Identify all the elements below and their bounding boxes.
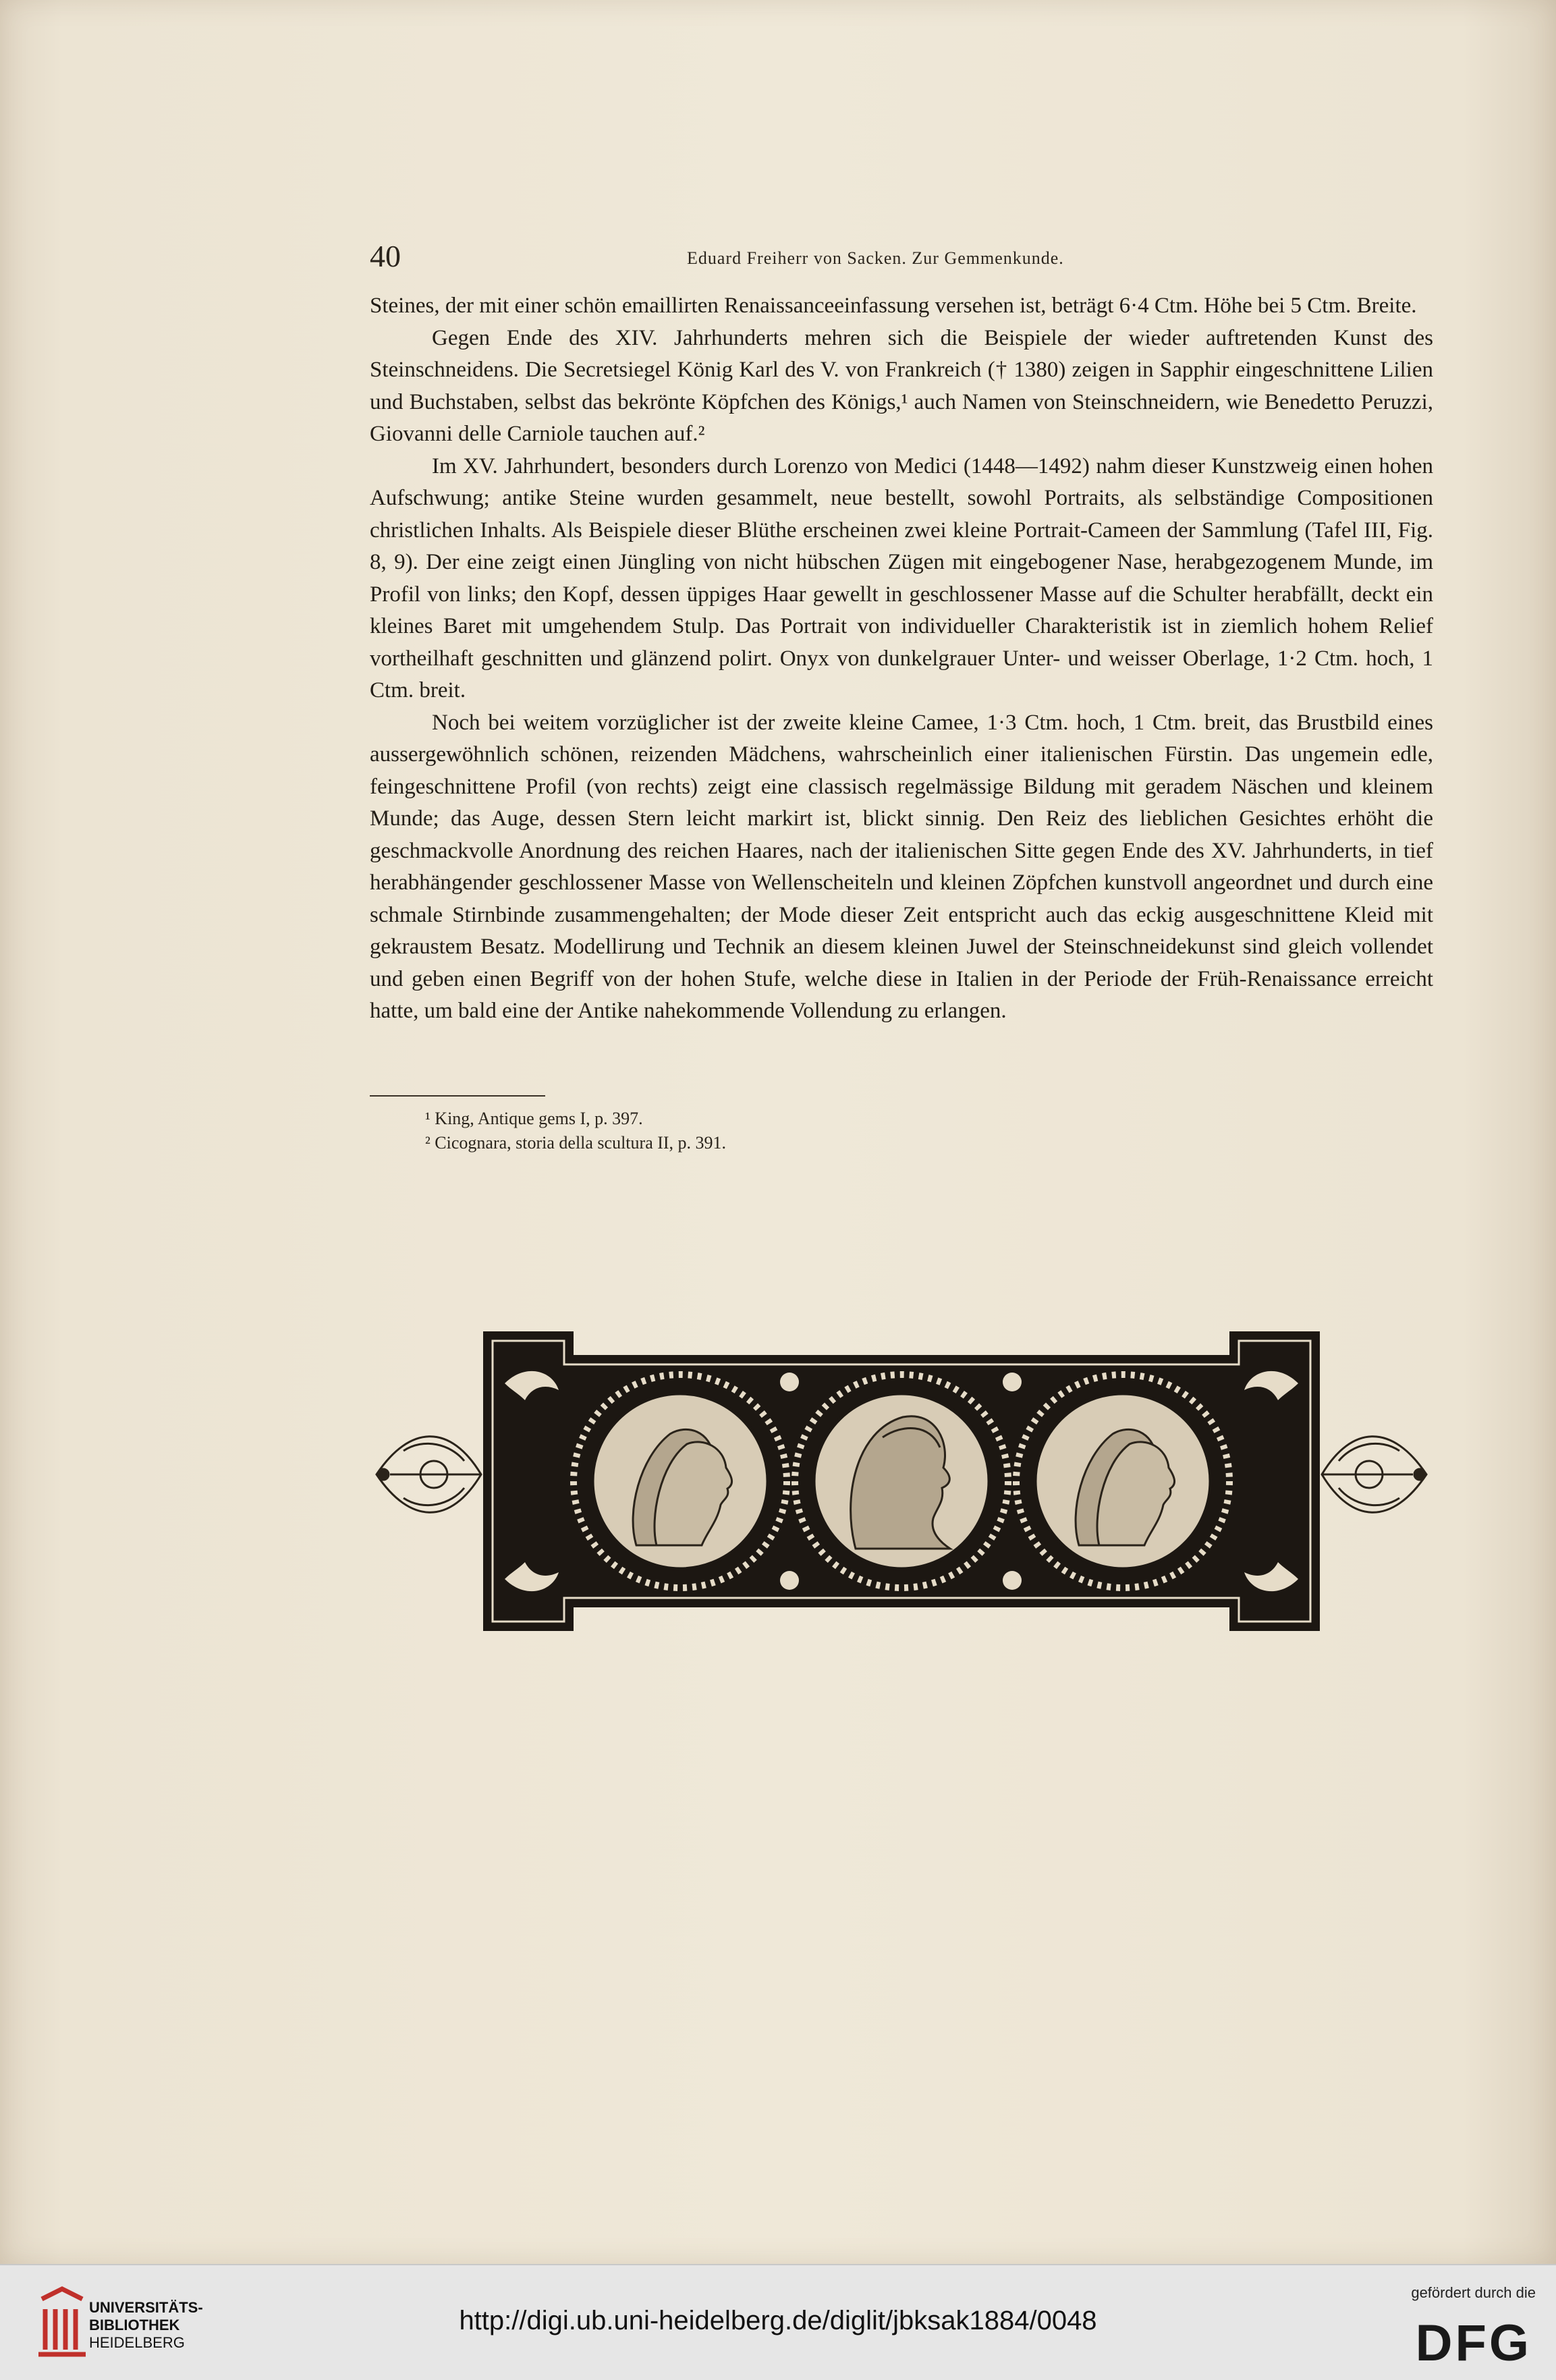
dfg-logo: DFG [1415,2315,1532,2372]
footnote: ¹ King, Antique gems I, p. 397. [425,1109,643,1128]
cameo-ornament-illustration [370,1323,1433,1646]
right-scroll-ornament [1322,1437,1426,1513]
paragraph: Im XV. Jahrhundert, besonders durch Lorenzo von Medici (1448—1492) nahm dieser Kunstzweig einen hohen Aufschwung; antike Steine wurden gesammelt, neue bestellt, sowohl Portraits, als selbständige Compositionen christlichen Inhalts. Als Beispiele dieser Blüthe erscheinen zwei kleine Portrait-Cameen der Sammlung (Tafel III, Fig. 8, 9). Der eine zeigt einen Jüngling von nicht hübschen Zügen mit eingebogener Nase, herabgezogenem Munde, im Profil von links; den Kopf, dessen üppiges Haar gewellt in geschlossener Masse auf die Schulter herabfällt, deckt ein kleines Baret mit umgehendem Stulp. Das Portrait von individueller Charakteristik ist in ziemlich hohem Relief vortheilhaft geschnitten und glänzend polirt. Onyx von dunkelgrauer Unter- und weisser Oberlage, 1·2 Ctm. hoch, 1 Ctm. breit. [370,453,1433,702]
body-text [370,290,1433,1028]
left-scroll-ornament [377,1437,481,1513]
medallion-left [592,1393,768,1569]
footnote-divider [370,1095,545,1097]
funding-caption: gefördert durch die [1411,2284,1536,2301]
university-library-name: UNIVERSITÄTS- BIBLIOTHEK HEIDELBERG [89,2299,203,2351]
digitization-footer [0,2264,1556,2380]
medallion-center [814,1393,989,1569]
paragraph: Gegen Ende des XIV. Jahrhunderts mehren sich die Beispiele der wieder auftretenden Kunst des Steinschneidens. Die Secretsiegel König Karl des V. von Frankreich († 1380) zeigen in Sapphir eingeschnittene Lilien und Buchstaben, selbst das bekrönte Köpfchen des Königs,¹ auch Namen von Steinschneidern, wie Benedetto Peruzzi, Giovanni delle Carniole tauchen auf.² [370,325,1433,446]
paragraph: Noch bei weitem vorzüglicher ist der zweite kleine Camee, 1·3 Ctm. hoch, 1 Ctm. breit, das Brustbild eines aussergewöhnlich schönen, reizenden Mädchens, wahrscheinlich einer italienischen Fürstin. Das ungemein edle, feingeschnittene Profil (von rechts) zeigt eine classisch regelmässige Bildung mit geradem Näschen und kleinem Munde; das Auge, dessen Stern leicht markirt ist, blickt sinnig. Den Reiz des lieblichen Gesichtes erhöht die geschmackvolle Anordnung des reichen Haares, nach der italienischen Sitte gegen Ende des XV. Jahrhunderts, in tief herabhängender geschlossener Masse von Wellenscheiteln und kleinen Zöpfchen kunstvoll angeordnet und durch eine schmale Stirnbinde zusammengehalten; der Mode dieser Zeit entspricht auch das eckig ausgeschnittene Kleid mit gekraustem Besatz. Modellirung und Technik an diesem kleinen Juwel der Steinschneidekunst sind gleich vollendet und geben einen Begriff von der hohen Stufe, welche diese in Italien in der Periode der Früh-Renaissance erreicht hatte, um bald eine der Antike nahekommende Vollendung zu erlangen. [370,710,1433,1023]
footnotes [370,1107,1433,1155]
paragraph-continuation: Steines, der mit einer schön emaillirten Renaissanceeinfassung versehen ist, beträgt 6·4 Ctm. Höhe bei 5 Ctm. Breite. [370,294,1417,318]
page-number: 40 [370,239,401,273]
footnote: ² Cicognara, storia della scultura II, p. 391. [425,1133,727,1153]
page-header [370,240,1433,273]
permalink-url[interactable]: http://digi.ub.uni-heidelberg.de/diglit/jbksak1884/0048 [459,2306,1097,2335]
medallion-right [1035,1393,1211,1569]
running-title: Eduard Freiherr von Sacken. Zur Gemmenkunde. [687,248,1064,268]
